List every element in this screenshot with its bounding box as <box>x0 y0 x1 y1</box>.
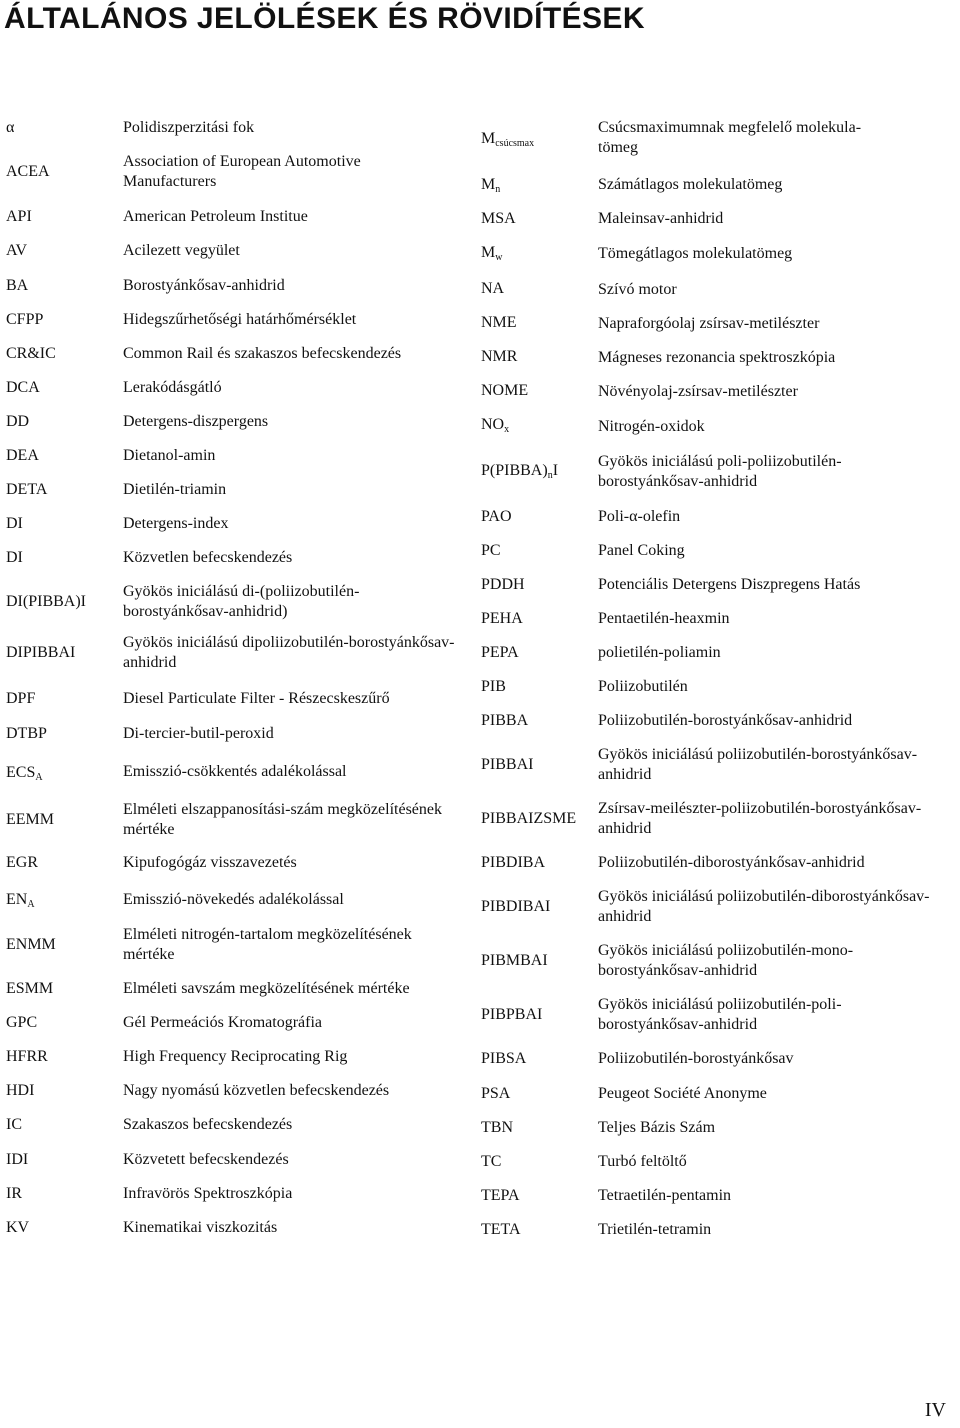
definition: Potenciális Detergens Diszpregens Hatás <box>598 576 861 593</box>
abbreviation: $P(PIBBA)_nI$ <box>481 462 559 481</box>
abbreviation: PIBBAI <box>481 756 534 773</box>
definition: Kipufogógáz visszavezetés <box>123 854 297 871</box>
definition: Poliizobutilén-borostyánkősav <box>598 1050 794 1067</box>
definition: Emisszió-növekedés adalékolással <box>123 891 344 908</box>
definition: Gyökös iniciálású poliizobutilén-mono- borostyánkősav-anhidrid <box>598 942 854 979</box>
definition: Detergens-index <box>123 515 229 532</box>
definition: Elméleti elszappanosítási-szám megközelítésének mértéke <box>123 801 442 838</box>
abbreviation: EEMM <box>6 811 54 828</box>
abbreviation: NMR <box>481 348 518 365</box>
abbreviation: DEA <box>6 447 39 464</box>
abbreviation-subscript: x <box>504 424 510 435</box>
abbreviation: PIBSA <box>481 1050 527 1067</box>
definition: Napraforgóolaj zsírsav-metilészter <box>598 315 820 332</box>
definition: Turbó feltöltő <box>598 1153 687 1170</box>
abbreviation: DPF <box>6 690 36 707</box>
abbreviation: PIBDIBA <box>481 854 546 871</box>
abbreviation: TC <box>481 1153 502 1170</box>
abbreviation: TEPA <box>481 1187 520 1204</box>
definition: Kinematikai viszkozitás <box>123 1219 278 1236</box>
definition: Polidiszperzitási fok <box>123 119 255 136</box>
abbreviation: HFRR <box>6 1048 48 1065</box>
abbreviation: NA <box>481 280 505 297</box>
definition: Gyökös iniciálású dipoliizobutilén-borostyánkősav- anhidrid <box>123 634 455 671</box>
abbreviation: $M_{csúcsmax}$ <box>481 130 535 149</box>
abbreviation: IR <box>6 1185 22 1202</box>
definition: American Petroleum Institue <box>123 208 308 225</box>
definition: Mágneses rezonancia spektroszkópia <box>598 349 836 366</box>
definition: Gyökös iniciálású poli-poliizobutilén- borostyánkősav-anhidrid <box>598 453 842 490</box>
abbreviation: DETA <box>6 481 48 498</box>
abbreviation: DI <box>6 549 23 566</box>
definition: Poliizobutilén-diborostyánkősav-anhidrid <box>598 854 865 871</box>
definition: Maleinsav-anhidrid <box>598 210 724 227</box>
abbreviation: $EN_A$ <box>6 891 35 910</box>
abbreviation: TBN <box>481 1119 513 1136</box>
definition: Tömegátlagos molekulatömeg <box>598 245 793 262</box>
page-title: ÁLTALÁNOS JELÖLÉSEK ÉS RÖVIDÍTÉSEK <box>4 2 645 35</box>
abbreviation: DI <box>6 515 23 532</box>
abbreviation: DTBP <box>6 725 47 742</box>
abbreviation: HDI <box>6 1082 35 1099</box>
abbreviation: $M_w$ <box>481 244 503 263</box>
definition: Nagy nyomású közvetlen befecskendezés <box>123 1082 390 1099</box>
definition: Elméleti savszám megközelítésének mértéke <box>123 980 410 997</box>
definition: Közvetett befecskendezés <box>123 1151 289 1168</box>
definition: Dietanol-amin <box>123 447 216 464</box>
abbreviation: TETA <box>481 1221 521 1238</box>
definition: Növényolaj-zsírsav-metilészter <box>598 383 798 400</box>
definition: Common Rail és szakaszos befecskendezés <box>123 345 402 362</box>
definition: polietilén-poliamin <box>598 644 721 661</box>
abbreviation: PEHA <box>481 610 523 627</box>
definition: Poliizobutilén <box>598 678 688 695</box>
definition: Lerakódásgátló <box>123 379 222 396</box>
abbreviation: PIBBAIZSME <box>481 810 577 827</box>
abbreviation: AV <box>6 242 28 259</box>
definition: Elméleti nitrogén-tartalom megközelítésének mértéke <box>123 926 412 963</box>
abbreviation: IDI <box>6 1151 29 1168</box>
abbreviation: PIBMBAI <box>481 952 548 969</box>
abbreviation: GPC <box>6 1014 38 1031</box>
abbreviation-subscript: n <box>495 184 501 195</box>
abbreviation: DD <box>6 413 30 430</box>
definition: Poli-α-olefin <box>598 508 681 525</box>
abbreviation: API <box>6 208 32 225</box>
abbreviation: DIPIBBAI <box>6 644 76 661</box>
definition: Nitrogén-oxidok <box>598 418 705 435</box>
definition: Tetraetilén-pentamin <box>598 1187 732 1204</box>
definition: Számátlagos molekulatömeg <box>598 176 783 193</box>
abbreviation: $ECS_A$ <box>6 764 43 783</box>
abbreviation: PSA <box>481 1085 511 1102</box>
abbreviation: PEPA <box>481 644 519 661</box>
definition: Közvetlen befecskendezés <box>123 549 293 566</box>
abbreviation-subscript: A <box>35 772 43 783</box>
definition: Pentaetilén-heaxmin <box>598 610 730 627</box>
abbreviation: EGR <box>6 854 38 871</box>
definition: Trietilén-tetramin <box>598 1221 712 1238</box>
abbreviation-subscript: w <box>495 252 503 263</box>
abbreviation: PDDH <box>481 576 525 593</box>
abbreviation: $M_n$ <box>481 176 501 195</box>
definition: Szívó motor <box>598 281 677 298</box>
abbreviation: $NO_x$ <box>481 416 510 435</box>
abbreviation-subscript: A <box>27 899 35 910</box>
definition: Emisszió-csökkentés adalékolással <box>123 763 347 780</box>
definition: Csúcsmaximumnak megfelelő molekula- tömeg <box>598 119 862 156</box>
page-number: IV <box>924 1399 946 1421</box>
abbreviation: PIBPBAI <box>481 1006 543 1023</box>
definition: Diesel Particulate Filter - Részecskeszűrő <box>123 690 390 707</box>
definition: Infravörös Spektroszkópia <box>123 1185 293 1202</box>
definition: Association of European Automotive Manufacturers <box>123 153 361 190</box>
abbreviation: CFPP <box>6 311 44 328</box>
abbreviation: PIB <box>481 678 506 695</box>
definition: High Frequency Reciprocating Rig <box>123 1048 348 1065</box>
abbreviation: PIBDIBAI <box>481 898 551 915</box>
definition: Gyökös iniciálású poliizobutilén-diborostyánkősav- anhidrid <box>598 888 930 925</box>
abbreviation: CR&IC <box>6 345 56 362</box>
definition: Detergens-diszpergens <box>123 413 269 430</box>
definition: Teljes Bázis Szám <box>598 1119 716 1136</box>
definition: Hidegszűrhetőségi határhőmérséklet <box>123 311 357 328</box>
abbreviation: DCA <box>6 379 40 396</box>
abbreviation: PIBBA <box>481 712 529 729</box>
definition: Poliizobutilén-borostyánkősav-anhidrid <box>598 712 853 729</box>
definition: Szakaszos befecskendezés <box>123 1116 293 1133</box>
abbreviation: ACEA <box>6 163 50 180</box>
abbreviation-subscript: n <box>547 470 553 481</box>
abbreviation: BA <box>6 277 29 294</box>
definition: Dietilén-triamin <box>123 481 227 498</box>
definition: Gyökös iniciálású poliizobutilén-borostyánkősav- anhidrid <box>598 746 918 783</box>
abbreviation: ENMM <box>6 936 56 953</box>
definition: Acilezett vegyület <box>123 242 240 259</box>
abbreviation: NOME <box>481 382 529 399</box>
definition: Di-tercier-butil-peroxid <box>123 725 274 742</box>
abbreviation: PC <box>481 542 501 559</box>
abbreviation-subscript: csúcsmax <box>495 138 535 149</box>
abbreviation: KV <box>6 1219 30 1236</box>
definition: Gél Permeációs Kromatográfia <box>123 1014 323 1031</box>
definition: Gyökös iniciálású poliizobutilén-poli- borostyánkősav-anhidrid <box>598 996 842 1033</box>
abbreviation: ESMM <box>6 980 54 997</box>
definition: Zsírsav-meilészter-poliizobutilén-borostyánkősav- anhidrid <box>598 800 922 837</box>
definition: Borostyánkősav-anhidrid <box>123 277 285 294</box>
definition: Gyökös iniciálású di-(poliizobutilén- borostyánkősav-anhidrid) <box>123 583 360 620</box>
abbreviation: DI(PIBBA)I <box>6 593 86 610</box>
definition: Panel Coking <box>598 542 685 559</box>
abbreviation: MSA <box>481 210 516 227</box>
abbreviation: IC <box>6 1116 22 1133</box>
abbreviation: NME <box>481 314 517 331</box>
definition: Peugeot Société Anonyme <box>598 1085 767 1102</box>
abbreviation: α <box>6 119 15 136</box>
abbreviation: PAO <box>481 508 512 525</box>
